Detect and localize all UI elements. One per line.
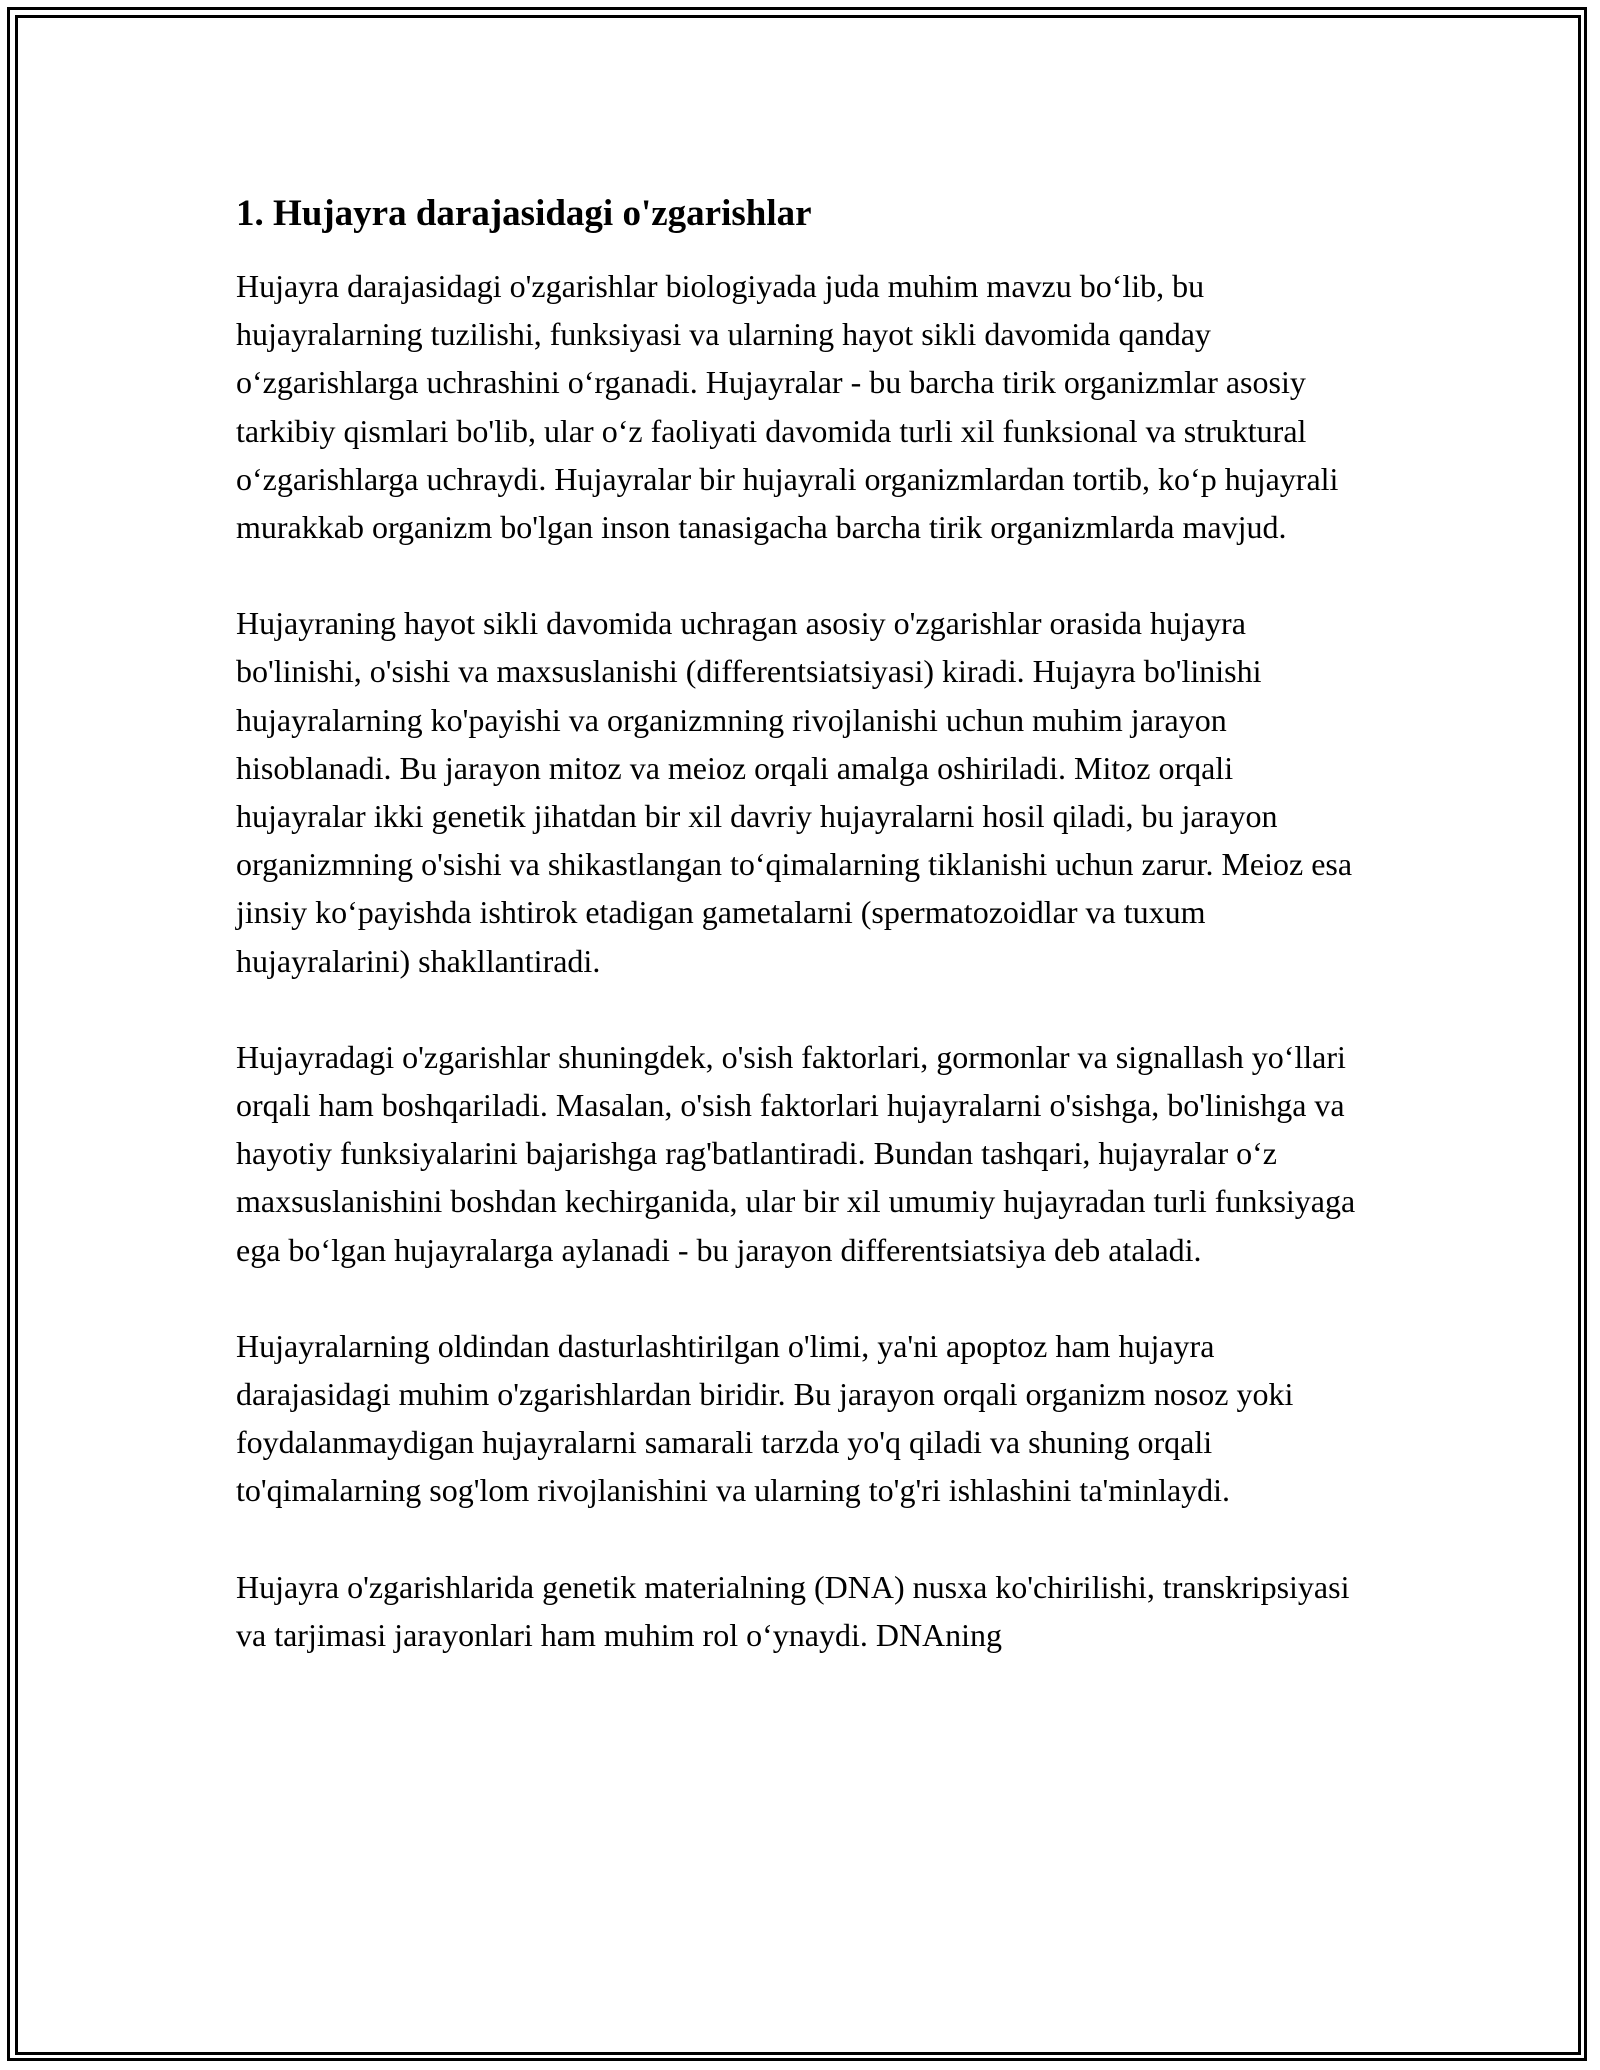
paragraph-4: Hujayralarning oldindan dasturlashtirilgan o'limi, ya'ni apoptoz ham hujayra darajasidagi muhim o'zgarishlardan biridir. Bu jarayon orqali organizm nosoz yoki foydalanmaydigan hujayralarni samarali tarzda yo'q qiladi va shuning orqali to'qimalarning sog'lom rivojlanishini va ularning to'g'ri ishlashini ta'minlaydi.: [236, 1327, 1294, 1509]
document-body: [236, 190, 1366, 1707]
paragraph-3: Hujayradagi o'zgarishlar shuningdek, o'sish faktorlari, gormonlar va signallash yo‘llari orqali ham boshqariladi. Masalan, o'sish faktorlari hujayralarni o'sishga, bo'linishga va hayotiy funksiyalarini bajarishga rag'batlantiradi. Bundan tashqari, hujayralar o‘z maxsuslanishini boshdan kechirganida, ular bir xil umumiy hujayradan turli funksiyaga ega bo‘lgan hujayralarga aylanadi - bu jarayon differentsiatsiya deb ataladi.: [236, 1038, 1356, 1268]
paragraph-1: Hujayra darajasidagi o'zgarishlar biologiyada juda muhim mavzu bo‘lib, bu hujayralarning tuzilishi, funksiyasi va ularning hayot sikli davomida qanday o‘zgarishlarga uchrashini o‘rganadi. Hujayralar - bu barcha tirik organizmlar asosiy tarkibiy qismlari bo'lib, ular o‘z faoliyati davomida turli xil funksional va struktural o‘zgarishlarga uchraydi. Hujayralar bir hujayrali organizmlardan tortib, ko‘p hujayrali murakkab organizm bo'lgan inson tanasigacha barcha tirik organizmlarda mavjud.: [236, 268, 1339, 546]
paragraph-2: Hujayraning hayot sikli davomida uchragan asosiy o'zgarishlar orasida hujayra bo'linishi, o'sishi va maxsuslanishi (differentsiatsiyasi) kiradi. Hujayra bo'linishi hujayralarning ko'payishi va organizmning rivojlanishi uchun muhim jarayon hisoblanadi. Bu jarayon mitoz va meioz orqali amalga oshiriladi. Mitoz orqali hujayralar ikki genetik jihatdan bir xil davriy hujayralarni hosil qiladi, bu jarayon organizmning o'sishi va shikastlangan to‘qimalarning tiklanishi uchun zarur. Meioz esa jinsiy ko‘payishda ishtirok etadigan gametalarni (spermatozoidlar va tuxum hujayralarini) shakllantiradi.: [236, 605, 1353, 979]
paragraph-5: Hujayra o'zgarishlarida genetik materialning (DNA) nusxa ko'chirilishi, transkripsiyasi va tarjimasi jarayonlari ham muhim rol o‘ynaydi. DNAning: [236, 1568, 1350, 1653]
section-heading: 1. Hujayra darajasidagi o'zgarishlar: [236, 193, 812, 234]
